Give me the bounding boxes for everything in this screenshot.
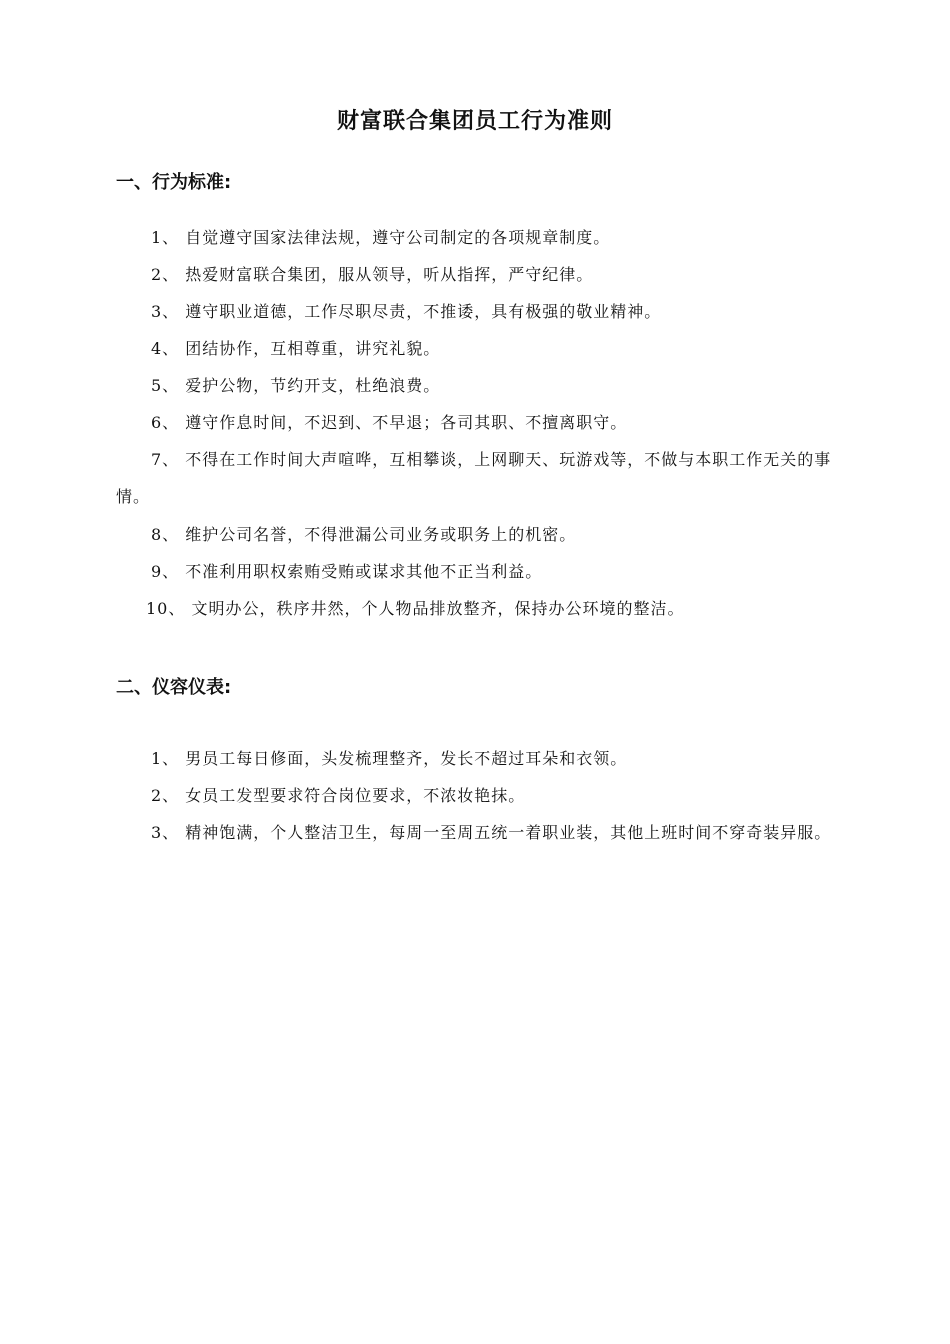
conduct-item-10: 10、 文明办公，秩序井然，个人物品排放整齐，保持办公环境的整洁。 bbox=[146, 599, 685, 618]
conduct-item-5: 5、 爱护公物，节约开支，杜绝浪费。 bbox=[151, 376, 441, 395]
appearance-item-1: 1、 男员工每日修面，头发梳理整齐，发长不超过耳朵和衣领。 bbox=[151, 749, 628, 768]
conduct-item-9: 9、 不准利用职权索贿受贿或谋求其他不正当利益。 bbox=[151, 562, 543, 581]
section-heading-conduct-standards: 一、行为标准: bbox=[116, 172, 232, 193]
appearance-item-2: 2、 女员工发型要求符合岗位要求，不浓妆艳抹。 bbox=[151, 786, 526, 805]
conduct-item-3: 3、 遵守职业道德，工作尽职尽责，不推诿，具有极强的敬业精神。 bbox=[151, 302, 662, 321]
conduct-item-2: 2、 热爱财富联合集团，服从领导，听从指挥，严守纪律。 bbox=[151, 265, 594, 284]
conduct-item-4: 4、 团结协作，互相尊重，讲究礼貌。 bbox=[151, 339, 441, 358]
conduct-item-1: 1、 自觉遵守国家法律法规，遵守公司制定的各项规章制度。 bbox=[151, 228, 611, 247]
conduct-item-7: 7、 不得在工作时间大声喧哗，互相攀谈，上网聊天、玩游戏等，不做与本职工作无关的事情。 bbox=[116, 450, 832, 506]
appearance-item-3: 3、 精神饱满，个人整洁卫生，每周一至周五统一着职业装，其他上班时间不穿奇装异服。 bbox=[151, 823, 832, 842]
document-title: 财富联合集团员工行为准则 bbox=[336, 109, 613, 134]
conduct-item-6: 6、 遵守作息时间，不迟到、不早退；各司其职、不擅离职守。 bbox=[151, 413, 628, 432]
section-heading-appearance: 二、仪容仪表: bbox=[116, 677, 232, 698]
conduct-item-8: 8、 维护公司名誉，不得泄漏公司业务或职务上的机密。 bbox=[151, 525, 577, 544]
